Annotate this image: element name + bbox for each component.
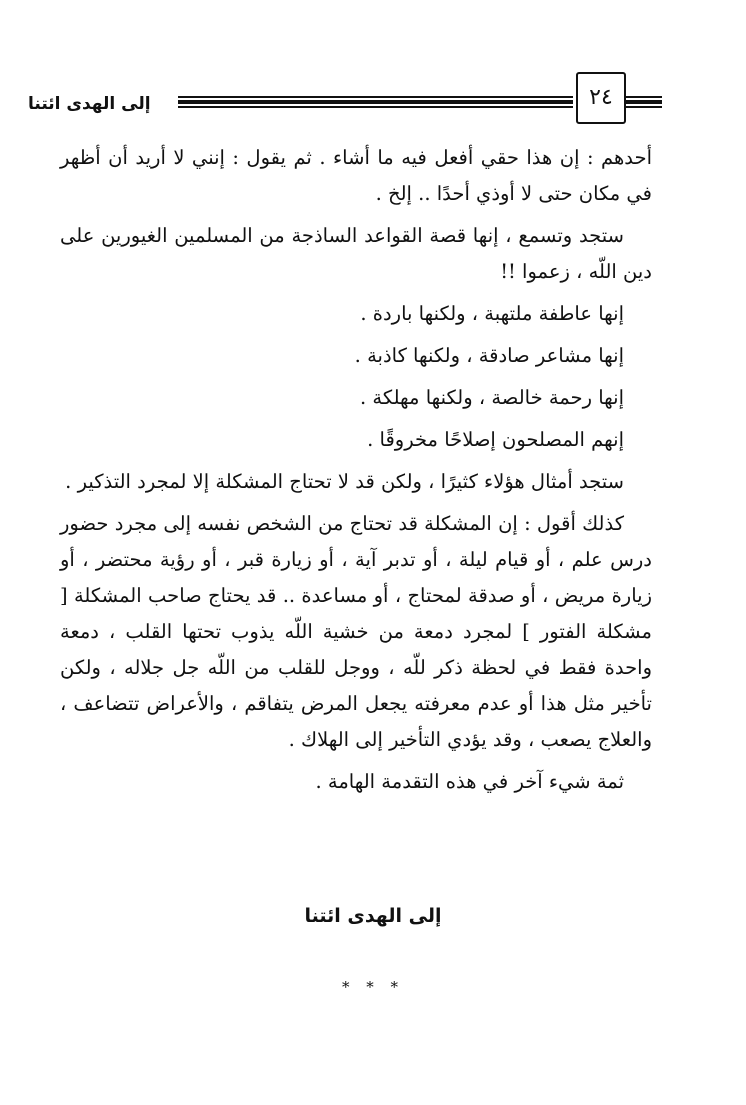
page-header <box>28 72 678 124</box>
header-rule <box>178 100 573 104</box>
section-ornament: * * * <box>341 978 405 996</box>
paragraph: إنها رحمة خالصة ، ولكنها مهلكة . <box>359 386 624 409</box>
header-rule <box>624 96 662 98</box>
paragraph: ثمة شيء آخر في هذه التقدمة الهامة . <box>315 770 624 793</box>
header-rule <box>624 106 662 108</box>
body-text <box>60 140 652 806</box>
running-title: إلى الهدى ائتنا <box>28 94 151 114</box>
paragraph: إنها عاطفة ملتهبة ، ولكنها باردة . <box>360 302 624 325</box>
header-rule <box>178 96 573 98</box>
paragraph: ستجد وتسمع ، إنها قصة القواعد الساذجة من المسلمين الغيورين على دين اللّه ، زعموا !! <box>60 224 652 283</box>
paragraph: ستجد أمثال هؤلاء كثيرًا ، ولكن قد لا تحتاج المشكلة إلا لمجرد التذكير . <box>65 470 624 493</box>
header-rule <box>624 100 662 104</box>
paragraph: كذلك أقول : إن المشكلة قد تحتاج من الشخص نفسه إلى مجرد حضور درس علم ، أو قيام ليلة ، أو تدبر آية ، أو زيارة قبر ، أو رؤية محتضر ، أو زيارة مريض ، أو صدقة لمحتاج ، أو مساعدة .. قد يحتاج صاحب المشكلة [ مشكلة الفتور ] لمجرد دمعة من خشية اللّه يذوب تحتها القلب ، دمعة واحدة فقط في لحظة ذكر للّه ، ووجل للقلب من اللّه جل جلاله ، ولكن تأخير مثل هذا أو عدم معرفته يجعل المرض يتفاقم ، والأعراض تتضاعف ، والعلاج يصعب ، وقد يؤدي التأخير إلى الهلاك . <box>60 512 652 751</box>
paragraph: أحدهم : إن هذا حقي أفعل فيه ما أشاء . ثم يقول : إنني لا أريد أن أظهر في مكان حتى لا أوذي أحدًا .. إلخ . <box>60 146 652 205</box>
paragraph: إنها مشاعر صادقة ، ولكنها كاذبة . <box>354 344 624 367</box>
closing-title: إلى الهدى ائتنا <box>304 905 442 927</box>
paragraph: إنهم المصلحون إصلاحًا مخروقًا . <box>367 428 624 451</box>
page-number: ٢٤ <box>576 72 626 124</box>
header-rule <box>178 106 573 108</box>
